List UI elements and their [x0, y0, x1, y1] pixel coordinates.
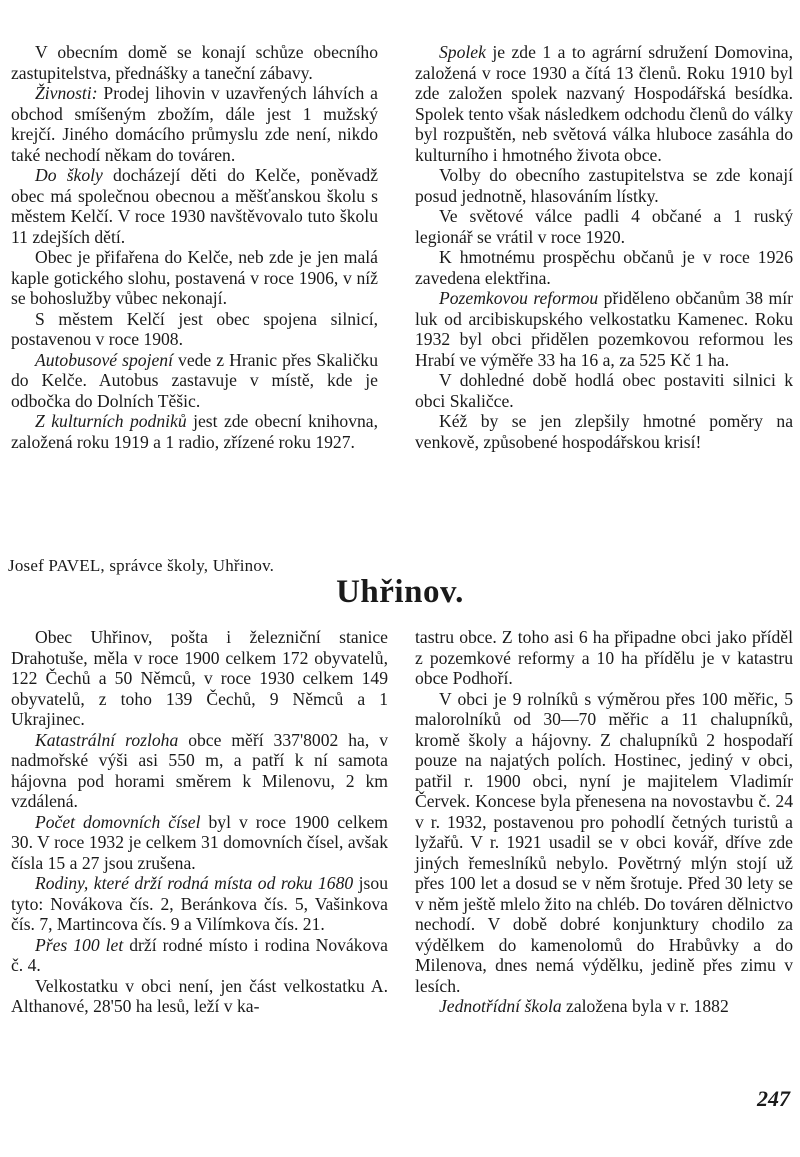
paragraph — [11, 935, 388, 976]
paragraph-text: V dohledné době hodlá obec postaviti silnici k obci Skaličce. — [415, 370, 793, 411]
paragraph-lead: Rodiny, které drží rodná místa od roku 1680 — [35, 873, 354, 893]
page-number: 247 — [757, 1086, 790, 1111]
paragraph — [415, 206, 793, 247]
paragraph-text: Prodej lihovin v uzavřených láhvích a obchod smíšeným zbožím, dále jest 1 mužský krejčí. Jiného domácího průmyslu zde není, nikdo také nechodí někam do továren. — [11, 83, 378, 165]
paragraph — [11, 42, 378, 83]
paragraph-lead: Přes 100 let — [35, 934, 124, 955]
paragraph — [415, 288, 793, 370]
paragraph-lead: Katastrální rozloha — [35, 729, 179, 750]
paragraph — [11, 411, 378, 452]
paragraph-text: je zde 1 a to agrární sdružení Domovina, založená v roce 1930 a čítá 13 členů. Roku 1910 byl zde založen spolek nazvaný Hospodářská besídka. Spolek tento však následkem odchodu členů do války byl rozpuštěn, neb světová válka hluboce zasáhla do kulturního i hmotného života obce. — [415, 42, 793, 165]
paragraph-text: drží rodné místo i rodina Novákova č. 4. — [11, 934, 388, 975]
paragraph-text: Kéž by se jen zlepšily hmotné poměry na venkově, způsobené hospodářskou krisí! — [415, 411, 793, 452]
paragraph-text: byl v roce 1900 celkem 30. V roce 1932 je celkem 31 domovních čísel, avšak čísla 15 a 27 jsou zrušena. — [11, 811, 388, 873]
paragraph-lead: Počet domovních čísel — [35, 811, 201, 832]
paragraph-text: jsou tyto: Novákova čís. 2, Beránkova čís. 5, Vašinkova čís. 7, Martincova čís. 9 a Vilímkova čís. 21. — [11, 873, 388, 934]
paragraph — [11, 350, 378, 412]
paragraph-text: Ve světové válce padli 4 občané a 1 ruský legionář se vrátil v roce 1920. — [415, 206, 793, 247]
paragraph — [11, 627, 388, 730]
paragraph — [415, 370, 793, 411]
paragraph — [415, 689, 793, 997]
paragraph — [415, 165, 793, 206]
column-bottom-right — [415, 627, 793, 1017]
paragraph-text: V obci je 9 rolníků s výměrou přes 100 měřic, 5 malorolníků od 30—70 měřic a 11 chalupníků, kromě školy a hájovny. Z chalupníků 2 hospodaří pouze na najatých polích. Hostinec, jediný v obci, patřil r. 1900 obci, nyní je majitelem Vladimír Červek. Koncese byla přenesena na novostavbu č. 24 v r. 1932, postavenou pro pohodlí četných turistů a lyžařů. V r. 1921 usadil se v obci kovář, dříve zde jiných řemeslníků nebylo. Povětrný mlýn stojí už přes 100 let a dosud se v něm šrotuje. Před 30 lety se v něm ještě mlelo žito na chléb. Do továren dělnictvo nechodí. V době dobré konjunktury chodilo za výdělkem do kamenolomů do Hrabůvky a do Milenova, dnes nemá výdělku, jedině přes zimu v lesích. — [415, 688, 793, 996]
paragraph-text: jest zde obecní knihovna, založená roku 1919 a 1 radio, zřízené roku 1927. — [11, 411, 378, 452]
paragraph — [11, 812, 388, 874]
paragraph — [415, 42, 793, 165]
column-top-right — [415, 42, 793, 452]
paragraph-lead: Pozemkovou reformou — [439, 288, 599, 308]
paragraph-lead: Živnosti: — [35, 83, 98, 103]
paragraph — [415, 411, 793, 452]
paragraph — [11, 165, 378, 247]
paragraph — [11, 976, 388, 1017]
paragraph — [11, 247, 378, 309]
author-line: Josef PAVEL, správce školy, Uhřinov. — [8, 556, 275, 575]
paragraph-text: přiděleno občanům 38 mír luk od arcibiskupského velkostatku Kamenec. Roku 1932 byl obci přidělen pozemkovou reformou les Hrabí ve výměře 33 ha 16 a, za 525 Kč 1 ha. — [415, 288, 793, 370]
paragraph-text: založena byla v r. 1882 — [561, 996, 729, 1016]
paragraph-text: Obec Uhřinov, pošta i železniční stanice Drahotuše, měla v roce 1900 celkem 172 obyvatelů, 122 Čechů a 50 Němců, v roce 1930 celkem 149 obyvatelů, z toho 139 Čechů, 9 Němců a 1 Ukrajinec. — [11, 627, 388, 729]
paragraph — [415, 996, 793, 1017]
paragraph-text: Volby do obecního zastupitelstva se zde konají posud jednotně, hlasováním lístky. — [415, 165, 793, 206]
paragraph — [415, 627, 793, 689]
column-bottom-left — [11, 627, 388, 1017]
paragraph-text: vede z Hranic přes Skaličku do Kelče. Autobus zastavuje v místě, kde je odbočka do Dolních Těšic. — [11, 349, 378, 411]
paragraph-text: Velkostatku v obci není, jen část velkostatku A. Althanové, 28'50 ha lesů, leží v ka- — [11, 975, 388, 1016]
paragraph — [11, 83, 378, 165]
paragraph-lead: Jednotřídní škola — [439, 996, 562, 1016]
paragraph-text: obce měří 337'8002 ha, v nadmořské výši asi 550 m, a patří k ní samota hájovna pod horami směrem k Milenovu, 2 km vzdálená. — [11, 729, 389, 811]
paragraph-text: tastru obce. Z toho asi 6 ha připadne obci jako příděl z pozemkové reformy a 10 ha přídělu je v katastru obce Podhoří. — [415, 627, 793, 688]
paragraph — [11, 873, 388, 935]
paragraph — [11, 730, 388, 812]
paragraph-lead: Do školy — [35, 165, 103, 185]
paragraph-text: K hmotnému prospěchu občanů je v roce 1926 zavedena elektřina. — [415, 247, 793, 288]
paragraph-lead: Z kulturních podniků — [35, 411, 187, 431]
paragraph-lead: Autobusové spojení — [35, 349, 173, 370]
paragraph — [11, 309, 378, 350]
paragraph-text: S městem Kelčí jest obec spojena silnicí, postavenou v roce 1908. — [11, 308, 378, 349]
paragraph-text: Obec je přifařena do Kelče, neb zde je jen malá kaple gotického slohu, postavená v roce 1906, v níž se bohoslužby vůbec nekonají. — [11, 247, 378, 308]
section-title: Uhřinov. — [336, 574, 464, 610]
column-top-left — [11, 42, 378, 452]
paragraph — [415, 247, 793, 288]
paragraph-text: V obecním domě se konají schůze obecního zastupitelstva, přednášky a taneční zábavy. — [11, 42, 378, 83]
paragraph-text: docházejí děti do Kelče, poněvadž obec má společnou obecnou a měšťanskou školu s městem Kelčí. V roce 1930 navštěvovalo tuto školu 11 zdejších dětí. — [11, 165, 378, 247]
paragraph-lead: Spolek — [439, 42, 486, 62]
